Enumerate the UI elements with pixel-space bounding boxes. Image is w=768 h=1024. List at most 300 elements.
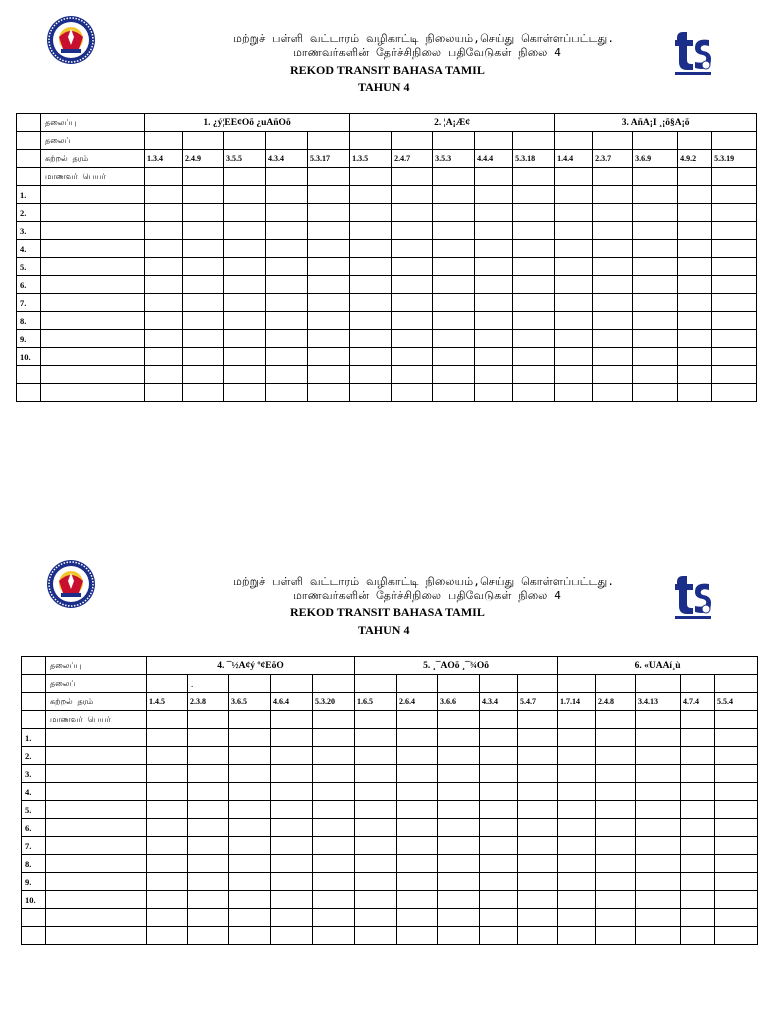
student-name-cell[interactable] bbox=[41, 366, 145, 384]
mark-cell[interactable] bbox=[681, 819, 715, 837]
mark-cell[interactable] bbox=[183, 240, 224, 258]
mark-cell[interactable] bbox=[229, 729, 271, 747]
mark-cell[interactable] bbox=[633, 384, 678, 402]
mark-cell[interactable] bbox=[397, 855, 438, 873]
mark-cell[interactable] bbox=[681, 927, 715, 945]
mark-cell[interactable] bbox=[475, 276, 513, 294]
mark-cell[interactable] bbox=[355, 747, 397, 765]
mark-cell[interactable] bbox=[715, 783, 758, 801]
mark-cell[interactable] bbox=[271, 909, 313, 927]
mark-cell[interactable] bbox=[188, 909, 229, 927]
mark-cell[interactable] bbox=[678, 384, 712, 402]
mark-cell[interactable] bbox=[145, 294, 183, 312]
mark-cell[interactable] bbox=[678, 294, 712, 312]
mark-cell[interactable] bbox=[558, 873, 596, 891]
mark-cell[interactable] bbox=[350, 384, 392, 402]
topic-cell[interactable] bbox=[681, 675, 715, 693]
mark-cell[interactable] bbox=[266, 204, 308, 222]
mark-cell[interactable] bbox=[480, 765, 518, 783]
mark-cell[interactable] bbox=[596, 891, 636, 909]
student-name-cell[interactable] bbox=[46, 927, 147, 945]
mark-cell[interactable] bbox=[593, 384, 633, 402]
mark-cell[interactable] bbox=[308, 240, 350, 258]
mark-cell[interactable] bbox=[475, 240, 513, 258]
mark-cell[interactable] bbox=[266, 276, 308, 294]
mark-cell[interactable] bbox=[397, 819, 438, 837]
student-name-cell[interactable] bbox=[46, 873, 147, 891]
student-name-cell[interactable] bbox=[46, 891, 147, 909]
mark-cell[interactable] bbox=[715, 873, 758, 891]
mark-cell[interactable] bbox=[558, 891, 596, 909]
mark-cell[interactable] bbox=[308, 222, 350, 240]
mark-cell[interactable] bbox=[596, 765, 636, 783]
topic-cell[interactable] bbox=[313, 675, 355, 693]
topic-cell[interactable] bbox=[271, 675, 313, 693]
mark-cell[interactable] bbox=[596, 855, 636, 873]
mark-cell[interactable] bbox=[229, 909, 271, 927]
mark-cell[interactable] bbox=[596, 783, 636, 801]
mark-cell[interactable] bbox=[147, 765, 188, 783]
mark-cell[interactable] bbox=[513, 366, 555, 384]
mark-cell[interactable] bbox=[266, 348, 308, 366]
mark-cell[interactable] bbox=[224, 348, 266, 366]
topic-cell[interactable] bbox=[555, 132, 593, 150]
mark-cell[interactable] bbox=[712, 222, 757, 240]
mark-cell[interactable] bbox=[475, 384, 513, 402]
mark-cell[interactable] bbox=[308, 312, 350, 330]
mark-cell[interactable] bbox=[715, 891, 758, 909]
mark-cell[interactable] bbox=[513, 276, 555, 294]
mark-cell[interactable] bbox=[715, 819, 758, 837]
student-name-cell[interactable] bbox=[41, 384, 145, 402]
mark-cell[interactable] bbox=[558, 801, 596, 819]
topic-cell[interactable]: . bbox=[188, 675, 229, 693]
topic-cell[interactable] bbox=[308, 132, 350, 150]
mark-cell[interactable] bbox=[678, 204, 712, 222]
mark-cell[interactable] bbox=[475, 366, 513, 384]
mark-cell[interactable] bbox=[145, 186, 183, 204]
mark-cell[interactable] bbox=[397, 747, 438, 765]
mark-cell[interactable] bbox=[147, 927, 188, 945]
mark-cell[interactable] bbox=[229, 873, 271, 891]
topic-cell[interactable] bbox=[266, 132, 308, 150]
mark-cell[interactable] bbox=[715, 855, 758, 873]
mark-cell[interactable] bbox=[715, 747, 758, 765]
mark-cell[interactable] bbox=[145, 258, 183, 276]
mark-cell[interactable] bbox=[712, 366, 757, 384]
student-name-cell[interactable] bbox=[41, 258, 145, 276]
mark-cell[interactable] bbox=[715, 927, 758, 945]
mark-cell[interactable] bbox=[350, 348, 392, 366]
topic-cell[interactable] bbox=[438, 675, 480, 693]
mark-cell[interactable] bbox=[555, 186, 593, 204]
topic-cell[interactable] bbox=[433, 132, 475, 150]
mark-cell[interactable] bbox=[438, 729, 480, 747]
mark-cell[interactable] bbox=[518, 909, 558, 927]
mark-cell[interactable] bbox=[555, 312, 593, 330]
mark-cell[interactable] bbox=[433, 348, 475, 366]
mark-cell[interactable] bbox=[313, 747, 355, 765]
mark-cell[interactable] bbox=[593, 186, 633, 204]
mark-cell[interactable] bbox=[593, 330, 633, 348]
mark-cell[interactable] bbox=[681, 801, 715, 819]
mark-cell[interactable] bbox=[593, 222, 633, 240]
mark-cell[interactable] bbox=[147, 747, 188, 765]
mark-cell[interactable] bbox=[147, 783, 188, 801]
mark-cell[interactable] bbox=[636, 909, 681, 927]
mark-cell[interactable] bbox=[681, 891, 715, 909]
mark-cell[interactable] bbox=[224, 186, 266, 204]
mark-cell[interactable] bbox=[558, 819, 596, 837]
mark-cell[interactable] bbox=[518, 891, 558, 909]
mark-cell[interactable] bbox=[681, 729, 715, 747]
mark-cell[interactable] bbox=[392, 330, 433, 348]
mark-cell[interactable] bbox=[636, 765, 681, 783]
mark-cell[interactable] bbox=[350, 330, 392, 348]
mark-cell[interactable] bbox=[308, 384, 350, 402]
mark-cell[interactable] bbox=[518, 855, 558, 873]
mark-cell[interactable] bbox=[678, 240, 712, 258]
mark-cell[interactable] bbox=[678, 348, 712, 366]
mark-cell[interactable] bbox=[475, 312, 513, 330]
mark-cell[interactable] bbox=[593, 294, 633, 312]
student-name-cell[interactable] bbox=[46, 765, 147, 783]
mark-cell[interactable] bbox=[308, 258, 350, 276]
mark-cell[interactable] bbox=[480, 891, 518, 909]
mark-cell[interactable] bbox=[593, 348, 633, 366]
mark-cell[interactable] bbox=[636, 873, 681, 891]
student-name-cell[interactable] bbox=[46, 819, 147, 837]
mark-cell[interactable] bbox=[397, 801, 438, 819]
topic-cell[interactable] bbox=[229, 675, 271, 693]
topic-cell[interactable] bbox=[513, 132, 555, 150]
mark-cell[interactable] bbox=[188, 873, 229, 891]
mark-cell[interactable] bbox=[513, 312, 555, 330]
mark-cell[interactable] bbox=[513, 330, 555, 348]
mark-cell[interactable] bbox=[313, 729, 355, 747]
mark-cell[interactable] bbox=[438, 747, 480, 765]
mark-cell[interactable] bbox=[480, 927, 518, 945]
mark-cell[interactable] bbox=[183, 366, 224, 384]
mark-cell[interactable] bbox=[266, 240, 308, 258]
mark-cell[interactable] bbox=[188, 801, 229, 819]
mark-cell[interactable] bbox=[438, 819, 480, 837]
mark-cell[interactable] bbox=[308, 294, 350, 312]
mark-cell[interactable] bbox=[355, 765, 397, 783]
mark-cell[interactable] bbox=[513, 222, 555, 240]
mark-cell[interactable] bbox=[308, 366, 350, 384]
mark-cell[interactable] bbox=[433, 294, 475, 312]
mark-cell[interactable] bbox=[145, 312, 183, 330]
mark-cell[interactable] bbox=[558, 855, 596, 873]
mark-cell[interactable] bbox=[513, 204, 555, 222]
mark-cell[interactable] bbox=[438, 927, 480, 945]
mark-cell[interactable] bbox=[636, 819, 681, 837]
mark-cell[interactable] bbox=[397, 891, 438, 909]
mark-cell[interactable] bbox=[678, 222, 712, 240]
mark-cell[interactable] bbox=[147, 729, 188, 747]
mark-cell[interactable] bbox=[513, 186, 555, 204]
mark-cell[interactable] bbox=[678, 366, 712, 384]
mark-cell[interactable] bbox=[712, 258, 757, 276]
mark-cell[interactable] bbox=[593, 240, 633, 258]
mark-cell[interactable] bbox=[513, 258, 555, 276]
mark-cell[interactable] bbox=[480, 855, 518, 873]
mark-cell[interactable] bbox=[147, 891, 188, 909]
topic-cell[interactable] bbox=[480, 675, 518, 693]
mark-cell[interactable] bbox=[636, 927, 681, 945]
mark-cell[interactable] bbox=[147, 855, 188, 873]
mark-cell[interactable] bbox=[224, 294, 266, 312]
student-name-cell[interactable] bbox=[41, 312, 145, 330]
mark-cell[interactable] bbox=[518, 765, 558, 783]
mark-cell[interactable] bbox=[633, 186, 678, 204]
mark-cell[interactable] bbox=[712, 240, 757, 258]
mark-cell[interactable] bbox=[480, 909, 518, 927]
mark-cell[interactable] bbox=[392, 312, 433, 330]
mark-cell[interactable] bbox=[266, 312, 308, 330]
mark-cell[interactable] bbox=[480, 873, 518, 891]
topic-cell[interactable] bbox=[355, 675, 397, 693]
mark-cell[interactable] bbox=[392, 348, 433, 366]
mark-cell[interactable] bbox=[266, 384, 308, 402]
mark-cell[interactable] bbox=[518, 837, 558, 855]
mark-cell[interactable] bbox=[681, 855, 715, 873]
mark-cell[interactable] bbox=[355, 819, 397, 837]
mark-cell[interactable] bbox=[555, 330, 593, 348]
mark-cell[interactable] bbox=[715, 801, 758, 819]
mark-cell[interactable] bbox=[681, 765, 715, 783]
topic-cell[interactable] bbox=[147, 675, 188, 693]
mark-cell[interactable] bbox=[145, 276, 183, 294]
mark-cell[interactable] bbox=[188, 819, 229, 837]
mark-cell[interactable] bbox=[480, 819, 518, 837]
mark-cell[interactable] bbox=[392, 276, 433, 294]
mark-cell[interactable] bbox=[712, 204, 757, 222]
student-name-cell[interactable] bbox=[46, 783, 147, 801]
mark-cell[interactable] bbox=[555, 222, 593, 240]
mark-cell[interactable] bbox=[188, 765, 229, 783]
mark-cell[interactable] bbox=[596, 819, 636, 837]
mark-cell[interactable] bbox=[229, 819, 271, 837]
mark-cell[interactable] bbox=[308, 186, 350, 204]
mark-cell[interactable] bbox=[438, 891, 480, 909]
mark-cell[interactable] bbox=[558, 927, 596, 945]
mark-cell[interactable] bbox=[518, 783, 558, 801]
mark-cell[interactable] bbox=[224, 312, 266, 330]
mark-cell[interactable] bbox=[350, 366, 392, 384]
mark-cell[interactable] bbox=[224, 204, 266, 222]
mark-cell[interactable] bbox=[480, 783, 518, 801]
mark-cell[interactable] bbox=[147, 873, 188, 891]
mark-cell[interactable] bbox=[271, 873, 313, 891]
mark-cell[interactable] bbox=[633, 240, 678, 258]
mark-cell[interactable] bbox=[633, 348, 678, 366]
mark-cell[interactable] bbox=[712, 276, 757, 294]
mark-cell[interactable] bbox=[397, 765, 438, 783]
mark-cell[interactable] bbox=[313, 927, 355, 945]
mark-cell[interactable] bbox=[633, 330, 678, 348]
student-name-cell[interactable] bbox=[46, 729, 147, 747]
topic-cell[interactable] bbox=[475, 132, 513, 150]
mark-cell[interactable] bbox=[596, 873, 636, 891]
mark-cell[interactable] bbox=[350, 258, 392, 276]
student-name-cell[interactable] bbox=[41, 204, 145, 222]
mark-cell[interactable] bbox=[715, 837, 758, 855]
mark-cell[interactable] bbox=[397, 729, 438, 747]
mark-cell[interactable] bbox=[475, 330, 513, 348]
mark-cell[interactable] bbox=[480, 837, 518, 855]
mark-cell[interactable] bbox=[433, 222, 475, 240]
mark-cell[interactable] bbox=[593, 312, 633, 330]
mark-cell[interactable] bbox=[266, 330, 308, 348]
mark-cell[interactable] bbox=[266, 222, 308, 240]
mark-cell[interactable] bbox=[633, 222, 678, 240]
mark-cell[interactable] bbox=[433, 330, 475, 348]
mark-cell[interactable] bbox=[555, 366, 593, 384]
mark-cell[interactable] bbox=[678, 330, 712, 348]
mark-cell[interactable] bbox=[433, 240, 475, 258]
mark-cell[interactable] bbox=[715, 909, 758, 927]
mark-cell[interactable] bbox=[555, 294, 593, 312]
mark-cell[interactable] bbox=[433, 312, 475, 330]
mark-cell[interactable] bbox=[397, 837, 438, 855]
mark-cell[interactable] bbox=[558, 909, 596, 927]
mark-cell[interactable] bbox=[224, 240, 266, 258]
mark-cell[interactable] bbox=[438, 783, 480, 801]
mark-cell[interactable] bbox=[712, 186, 757, 204]
mark-cell[interactable] bbox=[392, 240, 433, 258]
topic-cell[interactable] bbox=[678, 132, 712, 150]
mark-cell[interactable] bbox=[480, 747, 518, 765]
mark-cell[interactable] bbox=[397, 927, 438, 945]
mark-cell[interactable] bbox=[183, 348, 224, 366]
mark-cell[interactable] bbox=[355, 783, 397, 801]
mark-cell[interactable] bbox=[433, 276, 475, 294]
mark-cell[interactable] bbox=[355, 891, 397, 909]
mark-cell[interactable] bbox=[438, 837, 480, 855]
mark-cell[interactable] bbox=[350, 204, 392, 222]
mark-cell[interactable] bbox=[145, 204, 183, 222]
student-name-cell[interactable] bbox=[41, 186, 145, 204]
mark-cell[interactable] bbox=[355, 855, 397, 873]
mark-cell[interactable] bbox=[350, 294, 392, 312]
topic-cell[interactable] bbox=[593, 132, 633, 150]
mark-cell[interactable] bbox=[188, 837, 229, 855]
mark-cell[interactable] bbox=[712, 384, 757, 402]
mark-cell[interactable] bbox=[681, 783, 715, 801]
mark-cell[interactable] bbox=[183, 204, 224, 222]
mark-cell[interactable] bbox=[350, 312, 392, 330]
mark-cell[interactable] bbox=[715, 729, 758, 747]
mark-cell[interactable] bbox=[313, 783, 355, 801]
mark-cell[interactable] bbox=[145, 366, 183, 384]
topic-cell[interactable] bbox=[397, 675, 438, 693]
student-name-cell[interactable] bbox=[41, 294, 145, 312]
mark-cell[interactable] bbox=[555, 240, 593, 258]
mark-cell[interactable] bbox=[596, 909, 636, 927]
mark-cell[interactable] bbox=[433, 384, 475, 402]
mark-cell[interactable] bbox=[438, 765, 480, 783]
mark-cell[interactable] bbox=[229, 927, 271, 945]
mark-cell[interactable] bbox=[224, 276, 266, 294]
mark-cell[interactable] bbox=[438, 801, 480, 819]
mark-cell[interactable] bbox=[433, 204, 475, 222]
mark-cell[interactable] bbox=[558, 783, 596, 801]
mark-cell[interactable] bbox=[555, 276, 593, 294]
mark-cell[interactable] bbox=[147, 819, 188, 837]
mark-cell[interactable] bbox=[555, 348, 593, 366]
mark-cell[interactable] bbox=[183, 186, 224, 204]
mark-cell[interactable] bbox=[271, 891, 313, 909]
mark-cell[interactable] bbox=[392, 384, 433, 402]
mark-cell[interactable] bbox=[392, 366, 433, 384]
mark-cell[interactable] bbox=[224, 384, 266, 402]
mark-cell[interactable] bbox=[229, 837, 271, 855]
mark-cell[interactable] bbox=[480, 801, 518, 819]
mark-cell[interactable] bbox=[313, 801, 355, 819]
student-name-cell[interactable] bbox=[46, 909, 147, 927]
topic-cell[interactable] bbox=[712, 132, 757, 150]
mark-cell[interactable] bbox=[183, 258, 224, 276]
mark-cell[interactable] bbox=[475, 258, 513, 276]
mark-cell[interactable] bbox=[183, 312, 224, 330]
mark-cell[interactable] bbox=[188, 747, 229, 765]
mark-cell[interactable] bbox=[593, 258, 633, 276]
mark-cell[interactable] bbox=[313, 765, 355, 783]
mark-cell[interactable] bbox=[229, 801, 271, 819]
topic-cell[interactable] bbox=[145, 132, 183, 150]
mark-cell[interactable] bbox=[183, 330, 224, 348]
student-name-cell[interactable] bbox=[46, 801, 147, 819]
mark-cell[interactable] bbox=[271, 927, 313, 945]
mark-cell[interactable] bbox=[392, 186, 433, 204]
mark-cell[interactable] bbox=[183, 276, 224, 294]
mark-cell[interactable] bbox=[308, 204, 350, 222]
student-name-cell[interactable] bbox=[41, 330, 145, 348]
mark-cell[interactable] bbox=[183, 222, 224, 240]
mark-cell[interactable] bbox=[355, 909, 397, 927]
mark-cell[interactable] bbox=[633, 312, 678, 330]
mark-cell[interactable] bbox=[229, 747, 271, 765]
mark-cell[interactable] bbox=[438, 909, 480, 927]
mark-cell[interactable] bbox=[308, 330, 350, 348]
mark-cell[interactable] bbox=[355, 927, 397, 945]
student-name-cell[interactable] bbox=[41, 240, 145, 258]
mark-cell[interactable] bbox=[188, 891, 229, 909]
mark-cell[interactable] bbox=[678, 276, 712, 294]
mark-cell[interactable] bbox=[678, 186, 712, 204]
mark-cell[interactable] bbox=[229, 783, 271, 801]
mark-cell[interactable] bbox=[596, 927, 636, 945]
mark-cell[interactable] bbox=[633, 366, 678, 384]
mark-cell[interactable] bbox=[475, 204, 513, 222]
mark-cell[interactable] bbox=[633, 294, 678, 312]
mark-cell[interactable] bbox=[397, 909, 438, 927]
mark-cell[interactable] bbox=[183, 294, 224, 312]
topic-cell[interactable] bbox=[596, 675, 636, 693]
mark-cell[interactable] bbox=[433, 186, 475, 204]
mark-cell[interactable] bbox=[350, 222, 392, 240]
mark-cell[interactable] bbox=[715, 765, 758, 783]
mark-cell[interactable] bbox=[518, 729, 558, 747]
mark-cell[interactable] bbox=[392, 204, 433, 222]
student-name-cell[interactable] bbox=[46, 855, 147, 873]
mark-cell[interactable] bbox=[433, 258, 475, 276]
mark-cell[interactable] bbox=[266, 294, 308, 312]
mark-cell[interactable] bbox=[397, 783, 438, 801]
mark-cell[interactable] bbox=[633, 258, 678, 276]
